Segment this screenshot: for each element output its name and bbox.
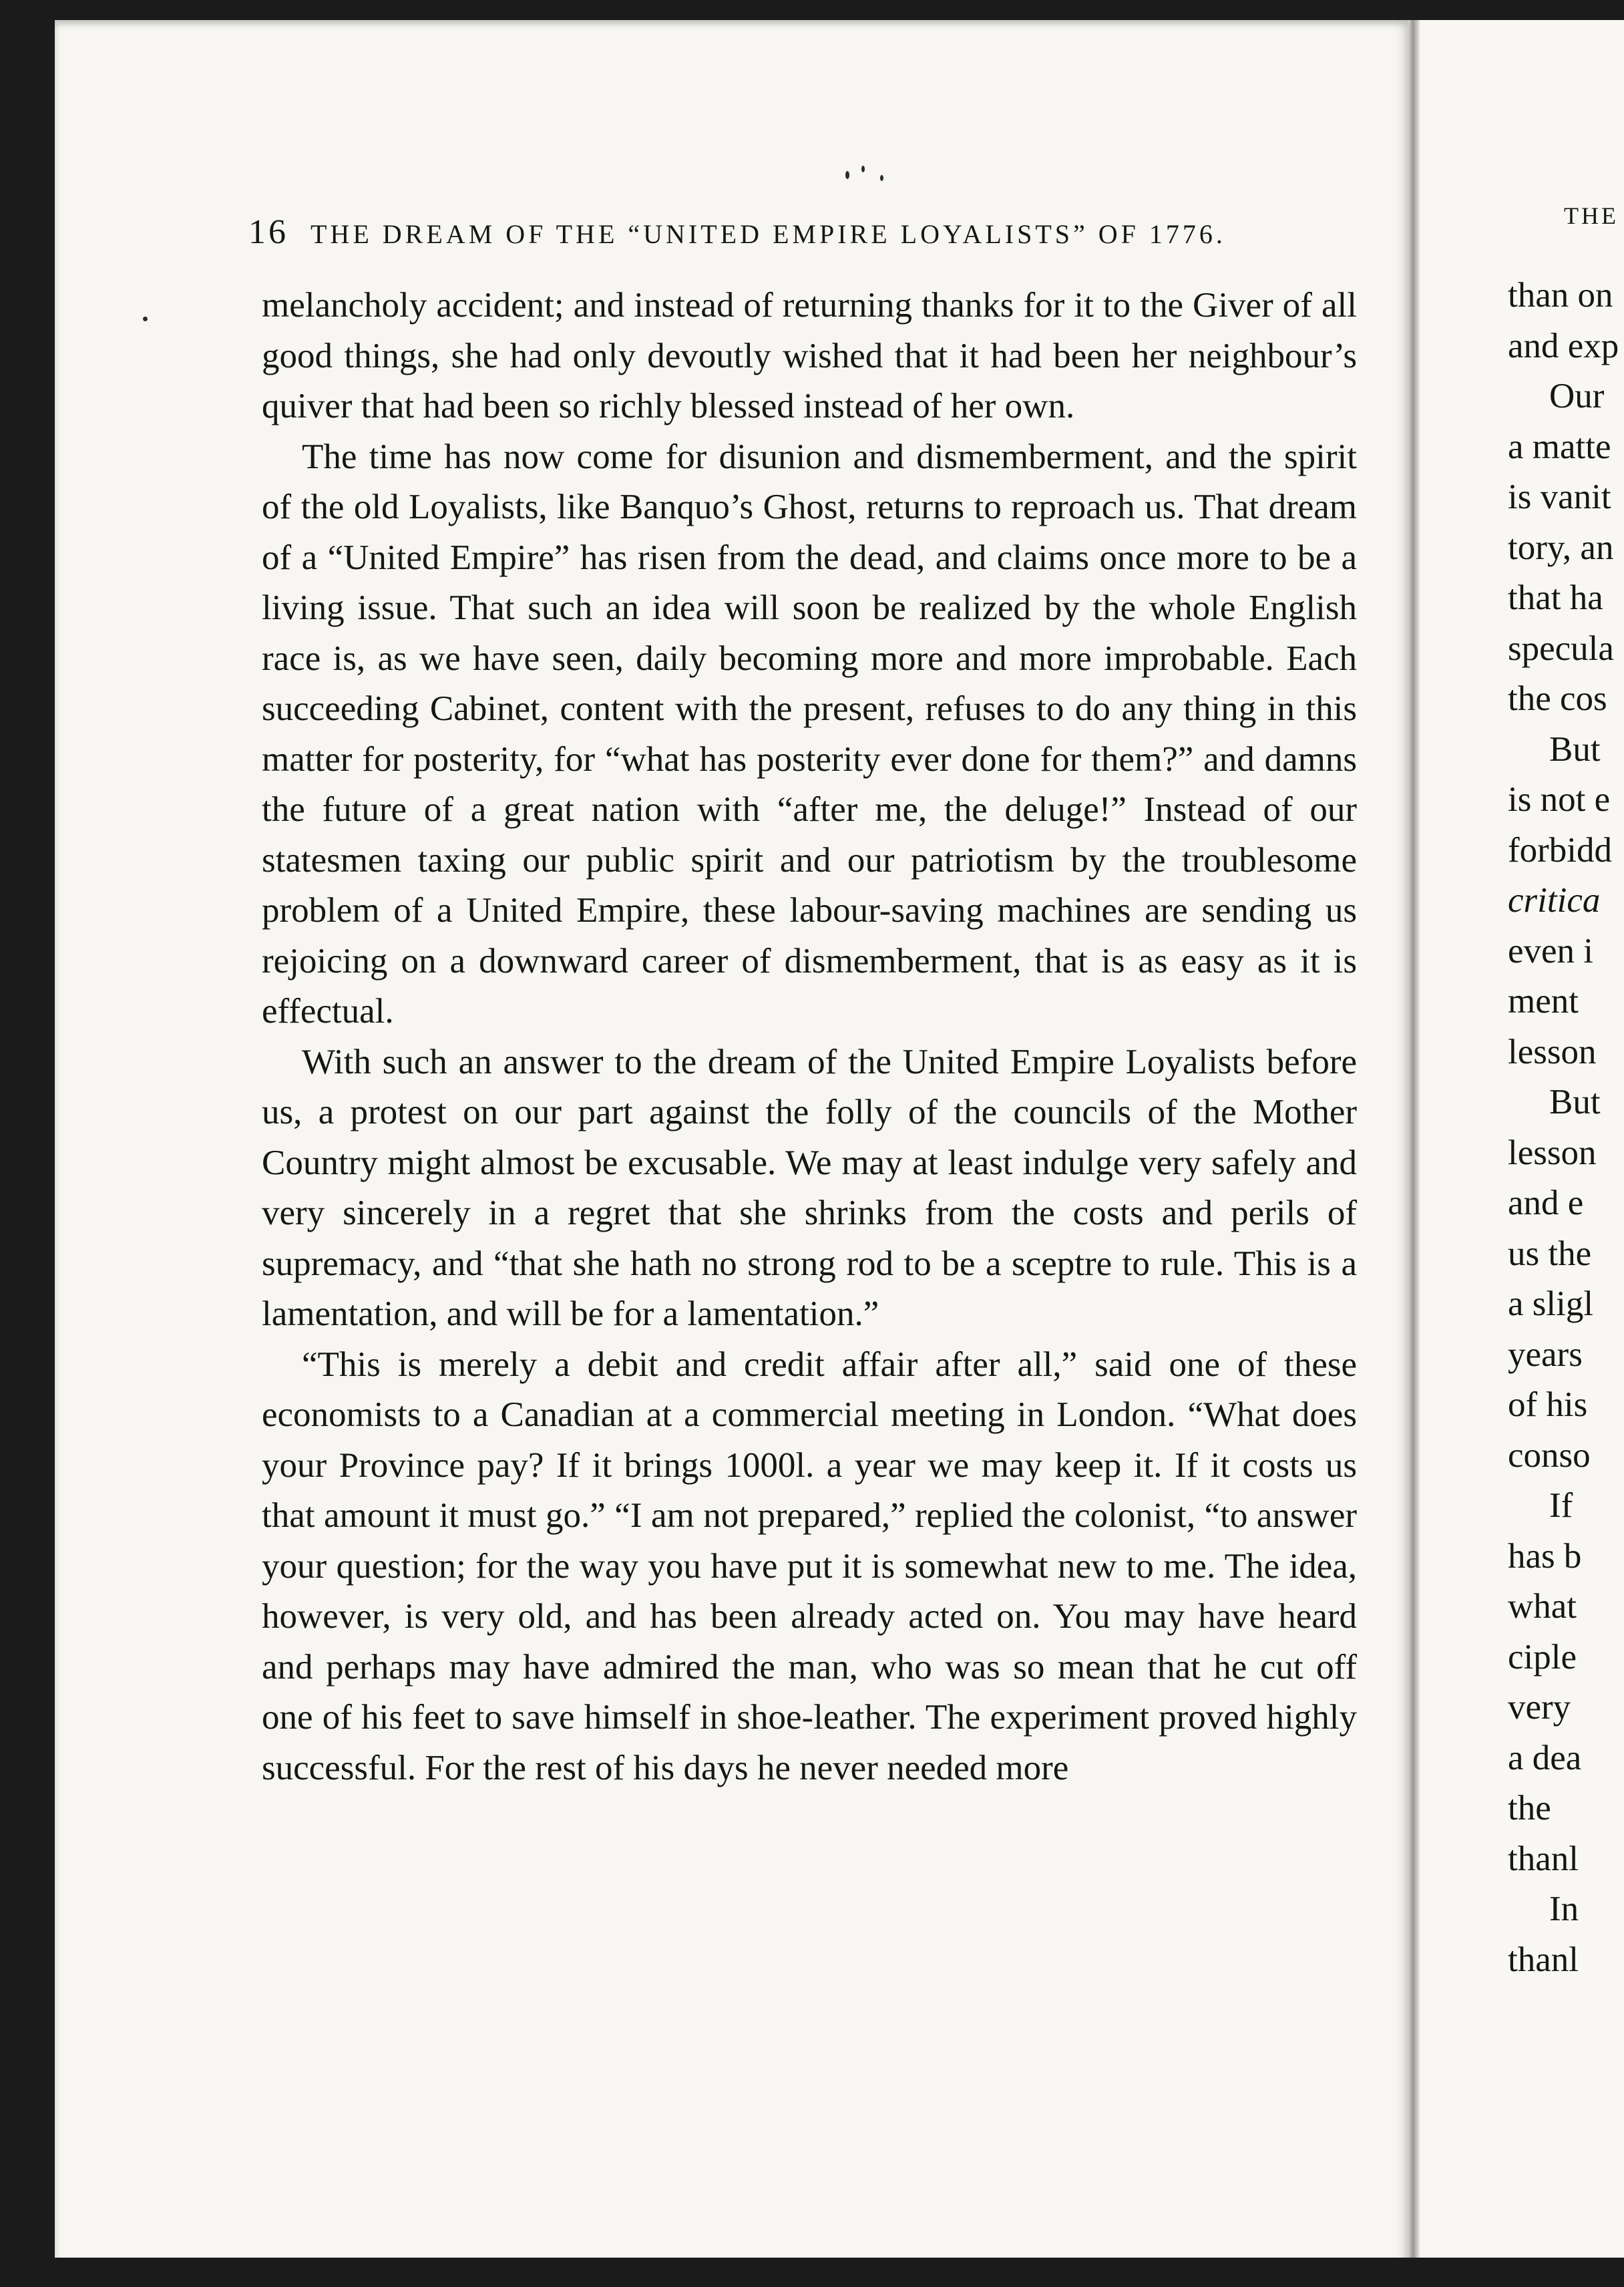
- right-page-line: lesson: [1508, 1032, 1597, 1071]
- scan-speck: [143, 317, 148, 321]
- right-page-line: ment: [1508, 982, 1579, 1021]
- right-page-line: But: [1549, 729, 1601, 769]
- right-page-line: and e: [1508, 1184, 1584, 1222]
- right-page-line: critica: [1508, 881, 1601, 920]
- right-page-line: But: [1549, 1083, 1601, 1121]
- right-page-line: of his: [1508, 1385, 1588, 1424]
- right-running-head: THE: [1564, 202, 1619, 229]
- scan-speck: [880, 175, 883, 181]
- right-page-line: conso: [1508, 1435, 1591, 1475]
- right-page-line: tory, an: [1508, 528, 1614, 567]
- right-page-line: a dea: [1508, 1738, 1582, 1777]
- right-page-line: thanl: [1508, 1940, 1579, 1979]
- right-page-line: Our: [1549, 377, 1605, 415]
- right-page-line: what: [1508, 1587, 1577, 1626]
- left-running-head: [248, 212, 1370, 252]
- right-page-line: has b: [1508, 1536, 1582, 1576]
- right-page-line: thanl: [1508, 1839, 1579, 1878]
- right-page-line: is vanit: [1508, 478, 1611, 516]
- right-page-body: [1508, 271, 1624, 1985]
- page-number: 16: [248, 213, 288, 251]
- body-paragraph: The time has now come for disunion and dismemberment, and the spirit of the old Loyalists, like Banquo’s Ghost, returns to reproach us. That dream of a “United Empire” has risen from the dead, and claims once more to be a living issue. That such an idea will soon be realized by the whole English race is, as we have seen, daily becoming more and more improbable. Each succeeding Cabinet, content with the present, refuses to do any thing in this matter for posterity, for “what has posterity ever done for them?” and damns the future of a great nation with “after me, the deluge!” Instead of our statesmen taxing our public spirit and our patriotism by the troublesome problem of a United Empire, these labour-saving machines are sending us rejoicing on a downward career of dismemberment, that is as easy as it is effectual.: [262, 437, 1357, 1031]
- body-paragraph: With such an answer to the dream of the United Empire Loyalists before us, a protest on our part against the folly of the councils of the Mother Country might almost be excusable. We may at least indulge very safely and very sincerely in a regret that she shrinks from the costs and perils of supremacy, and “that she hath no strong rod to be a sceptre to rule. This is a lamentation, and will be for a lamentation.”: [262, 1042, 1357, 1333]
- right-page-line: forbidd: [1508, 830, 1613, 870]
- right-page-line: than on: [1508, 276, 1613, 315]
- right-page-line: If: [1549, 1486, 1573, 1525]
- right-page-line: In: [1549, 1890, 1579, 1928]
- right-page-line: a matte: [1508, 427, 1611, 466]
- left-page-body: [262, 281, 1357, 1793]
- scan-bottom-edge: [0, 2258, 1624, 2287]
- right-page-line: even i: [1508, 931, 1594, 971]
- right-page-line: the: [1508, 1789, 1551, 1827]
- body-paragraph: “This is merely a debit and credit affair after all,” said one of these economists to a Canadian at a commercial meeting in London. “What does your Province pay? If it brings 1000l. a year we may keep it. If it costs us that amount it must go.” “I am not prepared,” replied the colonist, “to answer your question; for the way you have put it is somewhat new to me. The idea, however, is very old, and has been already acted on. You may have heard and perhaps may have admired the man, who was so mean that he cut off one of his feet to save himself in shoe-leather. The experiment proved highly successful. For the rest of his days he never needed more: [262, 1345, 1357, 1787]
- right-page-line: that ha: [1508, 578, 1603, 617]
- right-page-line: specula: [1508, 629, 1614, 668]
- scan-speck: [861, 166, 865, 172]
- running-head-title: THE DREAM OF THE “UNITED EMPIRE LOYALISTS” OF 1776.: [311, 219, 1226, 249]
- body-paragraph: melancholy accident; and instead of returning thanks for it to the Giver of all good things, she had only devoutly wished that it had been her neighbour’s quiver that had been so richly blessed instead of her own.: [262, 286, 1357, 425]
- right-page-line: and exp: [1508, 326, 1619, 365]
- right-page-line: the cos: [1508, 679, 1607, 718]
- right-page-line: a sligl: [1508, 1284, 1594, 1323]
- book-gutter: [1408, 20, 1420, 2271]
- right-page-line: very: [1508, 1688, 1571, 1727]
- right-page-line: is not e: [1508, 780, 1611, 819]
- right-page-line: lesson: [1508, 1133, 1597, 1172]
- right-page-line: ciple: [1508, 1637, 1577, 1677]
- right-page-line: us the: [1508, 1234, 1592, 1273]
- right-page-line: years: [1508, 1335, 1583, 1374]
- scan-speck: [845, 171, 849, 179]
